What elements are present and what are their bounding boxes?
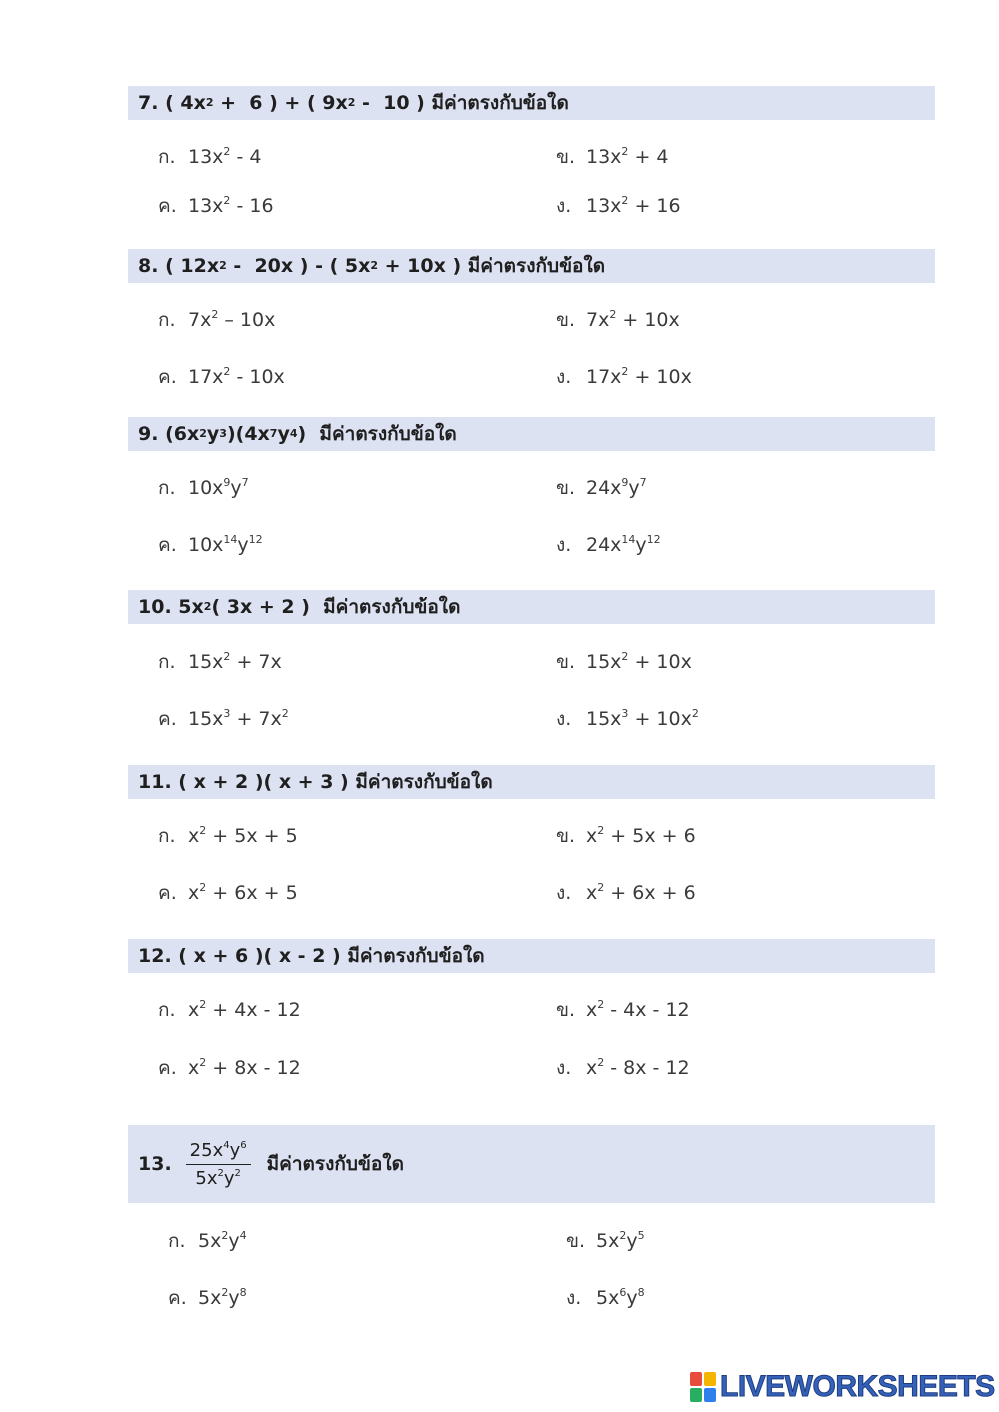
question-text: ( x + 2 )( x + 3 ) มีค่าตรงกับข้อใด [178, 771, 493, 793]
question-number: 13. [138, 1153, 172, 1175]
option-letter: ข. [556, 309, 576, 331]
exponent: 2 [211, 308, 219, 321]
exponent: 2 [223, 145, 231, 158]
option-term: + 6x + 6 [604, 882, 696, 904]
option-letter: ง. [556, 882, 572, 904]
option-letter: ค. [158, 534, 177, 556]
exponent: 14 [223, 533, 238, 546]
fraction-numerator [186, 1140, 251, 1165]
option-term: y [228, 1287, 240, 1309]
option-term: 24x [586, 534, 622, 556]
exponent: 2 [234, 1167, 241, 1179]
option-letter: ข. [556, 825, 576, 847]
option-12-a[interactable] [158, 995, 301, 1025]
option-term: y [628, 477, 640, 499]
option-letter: ก. [158, 999, 176, 1021]
question-number: 8. [138, 255, 159, 277]
option-term: + 16 [628, 195, 681, 217]
exponent: 6 [619, 1286, 627, 1299]
exponent: 2 [621, 145, 629, 158]
option-term: + 10x [628, 366, 692, 388]
option-term: 5x [596, 1287, 620, 1309]
liveworksheets-logo[interactable] [690, 1370, 995, 1404]
question-8-header: 8. ( 12x 2 - 20x ) - ( 5x 2 + 10x ) มีค่าตรงกับข้อใด [128, 249, 935, 283]
option-letter: ข. [566, 1230, 586, 1252]
exponent: 8 [637, 1286, 645, 1299]
option-7-d[interactable] [556, 191, 681, 221]
expr-part: ) มีค่าตรงกับข้อใด [297, 423, 457, 445]
option-term: - 10x [230, 366, 285, 388]
expr-part: 25x [189, 1139, 224, 1161]
option-letter: ก. [158, 477, 176, 499]
question-text: มีค่าตรงกับข้อใด [266, 1153, 404, 1175]
option-8-d[interactable] [556, 362, 692, 392]
exponent: 2 [199, 998, 207, 1011]
brand-text: LIVEWORKSHEETS [720, 1370, 995, 1403]
option-term: 24x [586, 477, 622, 499]
logo-tile [690, 1388, 702, 1402]
option-11-a[interactable] [158, 821, 298, 851]
option-term: - 8x - 12 [604, 1057, 690, 1079]
exponent: 2 [223, 365, 231, 378]
option-term: 15x [586, 651, 622, 673]
exponent: 2 [619, 1229, 627, 1242]
option-term: + 5x + 5 [206, 825, 298, 847]
option-letter: ค. [168, 1287, 187, 1309]
question-number: 10. [138, 596, 172, 618]
exponent: 2 [621, 365, 629, 378]
option-term: 10x [188, 477, 224, 499]
liveworksheets-icon [690, 1372, 716, 1402]
option-term: + 4 [628, 146, 669, 168]
option-term: x [586, 882, 598, 904]
option-9-c[interactable] [158, 530, 263, 560]
question-text: ( x + 6 )( x - 2 ) มีค่าตรงกับข้อใด [178, 945, 485, 967]
option-term: + 10x [616, 309, 680, 331]
question-number: 9. [138, 423, 159, 445]
exponent: 3 [223, 707, 231, 720]
option-term: 13x [586, 195, 622, 217]
option-term: y [626, 1230, 638, 1252]
option-12-c[interactable] [158, 1053, 301, 1083]
option-letter: ค. [158, 708, 177, 730]
exponent: 2 [597, 998, 605, 1011]
expr-part: (6x [165, 423, 200, 445]
exponent: 8 [239, 1286, 247, 1299]
exponent: 9 [621, 476, 629, 489]
logo-tile [704, 1388, 716, 1402]
expr-part: ( 3x + 2 ) มีค่าตรงกับข้อใด [211, 596, 461, 618]
option-term: y [626, 1287, 638, 1309]
option-letter: ง. [556, 195, 572, 217]
option-9-b[interactable] [556, 473, 647, 503]
exponent: 2 [221, 1286, 229, 1299]
exponent: 4 [239, 1229, 247, 1242]
exponent: 12 [248, 533, 263, 546]
option-10-b[interactable] [556, 647, 692, 677]
option-term: + 10x [628, 651, 692, 673]
option-letter: ง. [566, 1287, 582, 1309]
question-7-header: 7. ( 4x 2 + 6 ) + ( 9x 2 - 10 ) มีค่าตรงกับข้อใด [128, 86, 935, 120]
option-13-d[interactable] [566, 1283, 645, 1313]
option-term: x [188, 882, 200, 904]
option-letter: ก. [158, 146, 176, 168]
option-term: x [188, 1057, 200, 1079]
option-8-a[interactable] [158, 305, 275, 335]
exponent: 6 [240, 1139, 247, 1151]
option-term: 5x [198, 1287, 222, 1309]
question-number: 7. [138, 92, 159, 114]
option-term: x [586, 825, 598, 847]
option-9-a[interactable] [158, 473, 249, 503]
option-letter: ข. [556, 651, 576, 673]
option-11-c[interactable] [158, 878, 298, 908]
option-10-d[interactable] [556, 704, 699, 734]
option-term: x [188, 825, 200, 847]
question-number: 11. [138, 771, 172, 793]
exponent: 2 [609, 308, 617, 321]
option-11-d[interactable] [556, 878, 696, 908]
expr-part: + 10x ) มีค่าตรงกับข้อใด [378, 255, 606, 277]
option-7-c[interactable] [158, 191, 274, 221]
option-13-c[interactable] [168, 1283, 247, 1313]
option-term: y [635, 534, 647, 556]
exponent: 5 [637, 1229, 645, 1242]
exponent: 2 [621, 650, 629, 663]
option-term: - 4x - 12 [604, 999, 690, 1021]
option-12-d[interactable] [556, 1053, 690, 1083]
expr-part: 5x [195, 1167, 218, 1189]
expr-part: )(4x [226, 423, 270, 445]
option-10-c[interactable] [158, 704, 289, 734]
question-number: 12. [138, 945, 172, 967]
option-term: y [230, 477, 242, 499]
expr-part: + 6 ) + ( 9x [220, 92, 348, 114]
fraction [186, 1140, 251, 1189]
option-8-b[interactable] [556, 305, 680, 335]
option-term: 15x [586, 708, 622, 730]
option-term: + 4x - 12 [206, 999, 301, 1021]
fraction-denominator [191, 1165, 245, 1189]
option-term: 13x [586, 146, 622, 168]
exponent: 2 [621, 194, 629, 207]
option-letter: ก. [158, 825, 176, 847]
option-letter: ค. [158, 882, 177, 904]
option-7-a[interactable] [158, 142, 261, 172]
option-term: 13x [188, 146, 224, 168]
option-letter: ค. [158, 366, 177, 388]
option-term: 17x [188, 366, 224, 388]
option-letter: ง. [556, 366, 572, 388]
option-term: 5x [596, 1230, 620, 1252]
question-12-header [128, 939, 935, 973]
question-10-header: 10. 5x 2 ( 3x + 2 ) มีค่าตรงกับข้อใด [128, 590, 935, 624]
option-11-b[interactable] [556, 821, 696, 851]
exponent: 2 [221, 1229, 229, 1242]
expr-part: y [223, 1167, 235, 1189]
option-letter: ก. [168, 1230, 186, 1252]
option-term: + 10x [628, 708, 692, 730]
option-term: + 8x - 12 [206, 1057, 301, 1079]
option-term: + 6x + 5 [206, 882, 298, 904]
option-letter: ก. [158, 309, 176, 331]
option-9-d[interactable] [556, 530, 661, 560]
question-9-header: 9. (6x 2 y 3 )(4x 7 y 4 ) มีค่าตรงกับข้อใด [128, 417, 935, 451]
option-letter: ง. [556, 534, 572, 556]
exponent: 7 [241, 476, 249, 489]
exponent: 2 [597, 1056, 605, 1069]
expr-part: - 10 ) มีค่าตรงกับข้อใด [362, 92, 569, 114]
exponent: 2 [597, 881, 605, 894]
option-10-a[interactable] [158, 647, 282, 677]
option-letter: ข. [556, 999, 576, 1021]
exponent: 14 [621, 533, 636, 546]
option-term: 15x [188, 708, 224, 730]
exponent: 2 [199, 881, 207, 894]
exponent: 9 [223, 476, 231, 489]
option-7-b[interactable] [556, 142, 669, 172]
exponent: 7 [639, 476, 647, 489]
option-letter: ค. [158, 1057, 177, 1079]
option-term: y [237, 534, 249, 556]
expr-part: ( 12x [165, 255, 220, 277]
logo-tile [704, 1372, 716, 1386]
option-term: 7x [586, 309, 610, 331]
option-term: + 7x [230, 651, 282, 673]
exponent: 2 [199, 1056, 207, 1069]
option-term: 13x [188, 195, 224, 217]
option-term: – 10x [218, 309, 276, 331]
logo-tile [690, 1372, 702, 1386]
option-term: 17x [586, 366, 622, 388]
exponent: 2 [691, 707, 699, 720]
exponent: 2 [217, 1167, 224, 1179]
option-8-c[interactable] [158, 362, 285, 392]
option-term: 7x [188, 309, 212, 331]
option-letter: ง. [556, 1057, 572, 1079]
option-letter: ค. [158, 195, 177, 217]
option-term: x [586, 999, 598, 1021]
exponent: 2 [223, 650, 231, 663]
expr-part: ( 4x [165, 92, 206, 114]
option-term: x [586, 1057, 598, 1079]
option-13-a[interactable] [168, 1226, 247, 1256]
option-term: x [188, 999, 200, 1021]
option-term: - 16 [230, 195, 274, 217]
option-term: 10x [188, 534, 224, 556]
option-letter: ง. [556, 708, 572, 730]
option-letter: ข. [556, 146, 576, 168]
expr-part: y [206, 423, 220, 445]
exponent: 12 [646, 533, 661, 546]
option-term: + 7x [230, 708, 282, 730]
exponent: 2 [199, 824, 207, 837]
expr-part: 5x [178, 596, 204, 618]
exponent: 2 [597, 824, 605, 837]
option-term: - 4 [230, 146, 262, 168]
option-letter: ข. [556, 477, 576, 499]
exponent: 2 [223, 194, 231, 207]
question-11-header [128, 765, 935, 799]
option-term: + 5x + 6 [604, 825, 696, 847]
expr-part: y [277, 423, 290, 445]
option-letter: ก. [158, 651, 176, 673]
option-12-b[interactable] [556, 995, 690, 1025]
option-13-b[interactable] [566, 1226, 645, 1256]
option-term: 5x [198, 1230, 222, 1252]
question-13-header [128, 1125, 935, 1203]
exponent: 3 [621, 707, 629, 720]
exponent: 2 [281, 707, 289, 720]
exponent: 4 [223, 1139, 230, 1151]
option-term: y [228, 1230, 240, 1252]
option-term: 15x [188, 651, 224, 673]
expr-part: y [229, 1139, 241, 1161]
expr-part: - 20x ) - ( 5x [226, 255, 371, 277]
